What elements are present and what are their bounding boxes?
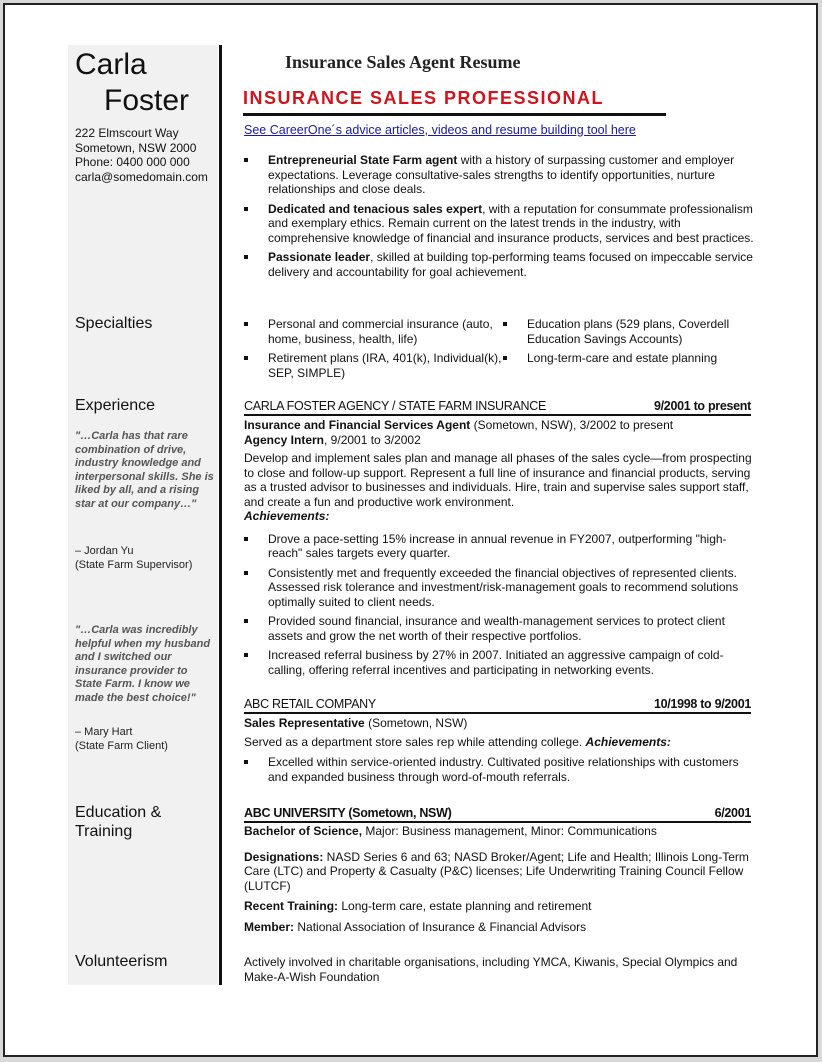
job-description: Develop and implement sales plan and manage all phases of the sales cycle—from prospecting to close and follow-up support. Represent a full line of insurance and financial products, serving as a trusted advisor to businesses and individuals. Hire, train and supervise sales support staff, and create a fun and productive work environment. — [244, 451, 752, 509]
role-title: Sales Representative — [244, 716, 365, 730]
address-line1: 222 Elmscourt Way — [75, 126, 179, 140]
specialty-item — [244, 351, 503, 380]
volunteerism-text: Actively involved in charitable organisations, including YMCA, Kiwanis, Special Olympics and Make-A-Wish Foundation — [244, 955, 738, 984]
summary-item-bold: Dedicated and tenacious sales expert — [268, 201, 483, 216]
specialty-item — [503, 317, 754, 346]
role-line — [244, 433, 754, 448]
job-dates: 10/1998 to 9/2001 — [653, 697, 751, 711]
achievement-text: Drove a pace-setting 15% increase in annual revenue in FY2007, outperforming "high-reach" sales targets every quarter. — [268, 531, 727, 560]
bullet-icon — [244, 653, 248, 657]
bullet-icon — [244, 158, 248, 162]
graduation-date: 6/2001 — [714, 806, 751, 820]
member-line — [244, 920, 754, 935]
summary-item-bold: Entrepreneurial State Farm agent — [268, 153, 458, 167]
job-description: Served as a department store sales rep while attending college. — [244, 734, 586, 749]
achievement-item — [244, 614, 754, 643]
role-title: Agency Intern — [244, 432, 325, 447]
headline-rule — [243, 113, 666, 116]
summary-item-text: , with a reputation for consummate professionalism and exemplary ethics. Remain current on the latest trends in the industry, with comprehensive knowledge of financial and insurance products, services and best practices. — [268, 201, 754, 245]
education-details — [244, 824, 754, 934]
vertical-divider — [219, 45, 222, 985]
document-title: Insurance Sales Agent Resume — [285, 52, 521, 72]
summary-item-bold: Passionate leader — [268, 250, 371, 264]
job-description-line — [244, 735, 754, 750]
degree-detail: Major: Business management, Minor: Communications — [362, 824, 657, 838]
first-name: Carla — [75, 48, 147, 81]
section-label-experience: Experience — [75, 397, 156, 414]
last-name: Foster — [104, 84, 190, 117]
specialty-item — [503, 351, 754, 380]
job-rule — [244, 414, 751, 416]
bullet-icon — [244, 760, 248, 764]
testimonial-role: (State Farm Supervisor) — [75, 559, 193, 571]
degree-title: Bachelor of Science, — [244, 824, 363, 838]
summary-item — [244, 202, 754, 246]
testimonial-attribution-2 — [75, 725, 220, 753]
bullet-icon — [244, 537, 248, 541]
achievements-list — [244, 755, 754, 784]
testimonial-author: – Jordan Yu — [75, 545, 134, 557]
phone: Phone: 0400 000 000 — [75, 155, 190, 169]
role-line — [244, 418, 754, 433]
summary-item — [244, 153, 754, 197]
bullet-icon — [244, 619, 248, 623]
achievements-label: Achievements: — [244, 509, 330, 523]
specialty-text: Education plans (529 plans, Coverdell Education Savings Accounts) — [527, 317, 730, 346]
job-rule — [244, 712, 751, 714]
training-line — [244, 899, 754, 914]
job-details — [244, 716, 754, 789]
achievement-item — [244, 566, 754, 610]
achievement-text: Consistently met and frequently exceeded the financial objectives of represented clients. Assessed risk tolerance and investment/risk-management goals to recommend solutions optimally suited to client needs. — [268, 565, 739, 609]
bullet-icon — [244, 571, 248, 575]
summary-section — [244, 153, 754, 284]
achievements-label: Achievements: — [585, 734, 671, 749]
role-line — [244, 716, 754, 731]
summary-item — [244, 250, 754, 279]
specialty-text: Personal and commercial insurance (auto, home, business, health, life) — [268, 317, 493, 346]
company-name: ABC RETAIL COMPANY — [244, 697, 376, 711]
member-text: National Association of Insurance & Financial Advisors — [294, 919, 587, 934]
bullet-icon — [503, 322, 507, 326]
bullet-icon — [244, 255, 248, 259]
section-label-education: Education & Training — [75, 804, 162, 840]
achievement-text: Provided sound financial, insurance and wealth-management services to protect client assets and grow the net worth of their respective portfolios. — [268, 614, 725, 643]
job-dates: 9/2001 to present — [653, 399, 751, 413]
bullet-icon — [503, 356, 507, 360]
headline: INSURANCE SALES PROFESSIONAL — [243, 88, 605, 108]
designations-text: NASD Series 6 and 63; NASD Broker/Agent; Life and Health; Illinois Long-Term Care (LTC) and Property & Casualty (P&C) licenses; Life Underwriting Training Council Fellow (LUTCF) — [244, 849, 749, 893]
role-detail: (Sometown, NSW), 3/2002 to present — [470, 418, 674, 432]
training-label: Recent Training: — [244, 899, 339, 913]
degree-line — [244, 824, 754, 839]
section-label-volunteerism: Volunteerism — [75, 953, 168, 970]
training-text: Long-term care, estate planning and retirement — [338, 899, 592, 913]
specialty-text: Retirement plans (IRA, 401(k), Individual(k), SEP, SIMPLE) — [268, 351, 502, 380]
company-name: CARLA FOSTER AGENCY / STATE FARM INSURANCE — [244, 399, 547, 413]
job-details — [244, 418, 754, 682]
contact-block — [75, 126, 215, 184]
role-title: Insurance and Financial Services Agent — [244, 418, 471, 432]
testimonial-attribution-1 — [75, 544, 220, 572]
specialty-text: Long-term-care and estate planning — [527, 351, 718, 365]
specialties-list — [244, 317, 754, 385]
achievement-item — [244, 532, 754, 561]
achievement-text: Excelled within service-oriented industry. Cultivated positive relationships with customers and expanded business through word-of-mouth referrals. — [268, 755, 739, 784]
testimonial-quote-1: "…Carla has that rare combination of drive, industry knowledge and interpersonal skills. She is liked by all, and a rising star at our company…" — [75, 430, 214, 510]
specialty-item — [244, 317, 503, 346]
education-header — [244, 806, 751, 821]
role-detail: (Sometown, NSW) — [364, 716, 468, 730]
designations-line — [244, 850, 754, 894]
sidebar-panel — [68, 45, 218, 985]
job-header — [244, 399, 751, 414]
address-line2: Sometown, NSW 2000 — [75, 140, 197, 155]
achievement-text: Increased referral business by 27% in 2007. Initiated an aggressive campaign of cold-calling, offering referral incentives and participating in networking events. — [268, 648, 724, 677]
bullet-icon — [244, 322, 248, 326]
testimonial-quote-2: "…Carla was incredibly helpful when my husband and I switched our insurance provider to State Farm. I know we made the best choice!" — [75, 624, 211, 704]
email[interactable]: carla@somedomain.com — [75, 169, 208, 184]
summary-item-text: , skilled at building top-performing teams focused on impeccable service delivery and accountability for goal achievement. — [268, 250, 753, 279]
testimonial-author: – Mary Hart — [75, 726, 133, 738]
bullet-icon — [244, 356, 248, 360]
testimonial-role: (State Farm Client) — [75, 740, 168, 752]
summary-item-text: with a history of surpassing customer and employer expectations. Leverage consultative-sales strengths to identify opportunities, nurture relationships and close deals. — [268, 153, 735, 196]
designations-label: Designations: — [244, 849, 324, 864]
school-name: ABC UNIVERSITY (Sometown, NSW) — [244, 806, 452, 820]
job-header — [244, 697, 751, 712]
careerone-link[interactable]: See CareerOne´s advice articles, videos and resume building tool here — [244, 123, 636, 137]
achievement-item — [244, 648, 754, 677]
section-label-specialties: Specialties — [75, 315, 153, 332]
achievements-list — [244, 532, 754, 678]
role-detail: , 9/2001 to 3/2002 — [324, 432, 421, 447]
bullet-icon — [244, 207, 248, 211]
member-label: Member: — [244, 919, 295, 934]
achievement-item — [244, 755, 754, 784]
education-rule — [244, 821, 751, 823]
